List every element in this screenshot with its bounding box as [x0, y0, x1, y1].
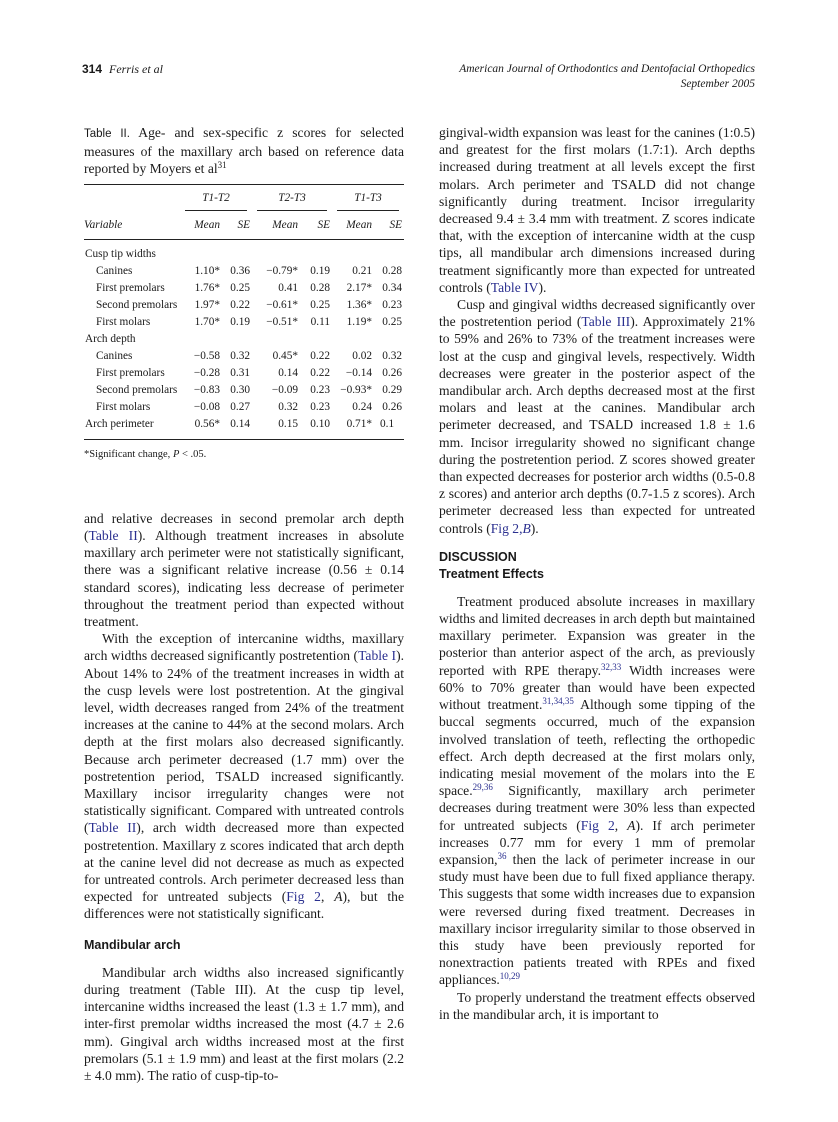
cell: 0.11 [310, 315, 330, 328]
se-header: SE [317, 218, 330, 231]
cell: −0.83 [193, 383, 220, 396]
cell: 1.76* [194, 281, 220, 294]
paragraph: gingival-width expansion was least for the canines (1:0.5) and greatest for the first molars (1.7:1). Arch depths increased during treatment at all levels except the first molars. Arch perimeter and TSALD did not change significantly during treatment. Incisor irregularity decreased 9.4 ± 3.4 mm with treatment. Z scores indicate that, with the exception of intercanine width at the cusp tips, all mandibular arch dimensions increased during treatment significantly more than expected for untreated controls (Table IV). [439, 125, 755, 295]
cell: 0.34 [382, 281, 402, 294]
cell: 0.30 [230, 383, 250, 396]
table-section-row [84, 246, 404, 263]
paragraph: With the exception of intercanine widths, maxillary arch widths decreased significantly postretention (Table I). About 14% to 24% of the treatment increases in width at the cusp levels were lost postretention. At the gingival level, width decreases ranged from 24% of the treatment increases at the canine to 44% at the second molars. Arch depth at the first molars also decreased significantly. Because arch perimeter decreased (1.7 mm) over the postretention period, TSALD increased significantly. Maxillary incisor irregularity changes were not statistically significant. Compared with untreated controls (Table II), arch width decreased more than expected postretention. Maxillary z scores indicated that arch depth at the canine level did not decrease as much as expected for untreated controls. Arch perimeter decreased less than expected for untreated subjects (Fig 2, A), but the differences were not statistically significant. [84, 631, 405, 922]
right-column [439, 124, 755, 1023]
cell: 0.45* [272, 349, 298, 362]
table-link[interactable]: Table I [358, 648, 397, 664]
cell: 0.14 [230, 417, 250, 430]
paragraph: Treatment produced absolute increases in maxillary widths and limited decreases in arch depth but maintained maxillary perimeter. Expansion was greater in the posterior than anterior aspect of the arch, as previously reported with RPE therapy.$^{32,33}$ Width increases were 60% to 70% greater than would have been expected without treatment.$^{31,34,35}$ Although some tipping of the buccal segments occurred, much of the expansion involved translation of teeth, reflecting the orthopedic effect. Arch depth decreased at the first molars only, indicating mesial movement of the molars into the E space.$^{29,36}$ Significantly, maxillary arch perimeter decreases during treatment were 30% less than expected for untreated subjects (Fig 2, A). If arch perimeter increases 0.77 mm for every 1 mm of premolar expansion,$^{36}$ then the lack of perimeter increase in our study must have been due to full fixed appliance therapy. This suggests that some width increases due to expansion were reversed during fixed treatment. Decreases in maxillary incisor irregularity similar to those observed in this study have been previously reported for nonextraction patients treated with RPEs and fixed appliances.$^{10,29}$ [439, 593, 755, 988]
cell: 0.14 [278, 366, 298, 379]
figure-link[interactable]: Fig 2 [286, 889, 321, 905]
row-label: Canines [96, 349, 133, 362]
cell: −0.51* [266, 315, 298, 328]
citation-link[interactable]: 10,29 [499, 971, 521, 982]
table-row [84, 416, 404, 433]
cell: 0.23 [310, 383, 330, 396]
cell: 0.25 [310, 298, 330, 311]
cell: 0.41 [278, 281, 298, 294]
section-heading-treatment-effects: Treatment Effects [439, 566, 544, 581]
table-column-header-row [84, 212, 404, 240]
table-section-row [84, 331, 404, 348]
table-label: Table II. [84, 128, 130, 140]
table-row [84, 297, 404, 314]
mean-header: Mean [194, 218, 220, 231]
cell: 0.23 [382, 298, 402, 311]
cell: 0.31 [230, 366, 250, 379]
cell: 0.27 [230, 400, 250, 413]
row-label: Canines [96, 264, 133, 277]
table-link[interactable]: Table II [88, 820, 137, 836]
mean-header: Mean [346, 218, 372, 231]
cell: 0.22 [310, 366, 330, 379]
row-label: First molars [96, 400, 151, 413]
cell: 0.28 [310, 281, 330, 294]
cell: 0.24 [352, 400, 372, 413]
cell: −0.14 [345, 366, 372, 379]
running-authors: Ferris et al [109, 62, 163, 76]
cell: −0.28 [193, 366, 220, 379]
cell: 0.36 [230, 264, 250, 277]
table-row [84, 399, 404, 416]
cell: 0.32 [278, 400, 298, 413]
cell: 0.26 [382, 400, 402, 413]
row-label: First molars [96, 315, 151, 328]
citation-link[interactable]: 31,34,35 [542, 696, 574, 707]
table-link[interactable]: Table IV [490, 279, 539, 295]
row-label: Second premolars [96, 298, 178, 311]
cell: 0.56* [194, 417, 220, 430]
cell: −0.09 [271, 383, 298, 396]
table-row [84, 280, 404, 297]
group-header-t1-t2: T1-T2 [185, 191, 247, 211]
cell: 0.22 [230, 298, 250, 311]
table-row [84, 263, 404, 280]
cell: 1.10* [194, 264, 220, 277]
table-row [84, 348, 404, 365]
table-link[interactable]: Table II [88, 528, 138, 544]
section-heading-discussion: DISCUSSION [439, 549, 517, 564]
group-header-t2-t3: T2-T3 [257, 191, 327, 211]
table-row [84, 382, 404, 399]
z-scores-table [84, 184, 404, 440]
cell: −0.93* [340, 383, 372, 396]
section-title: Cusp tip widths [85, 247, 156, 260]
cell: −0.61* [266, 298, 298, 311]
cell: 0.32 [230, 349, 250, 362]
row-label: First premolars [96, 281, 165, 294]
cell: 0.25 [230, 281, 250, 294]
cell: 0.23 [310, 400, 330, 413]
journal-title [459, 62, 755, 92]
cell: 2.17* [346, 281, 372, 294]
journal-issue: September 2005 [680, 78, 755, 90]
cell: 0.29 [382, 383, 402, 396]
table-group-header-row [84, 185, 404, 212]
paragraph: Cusp and gingival widths decreased significantly over the postretention period (Table III). Approximately 21% to 59% and 26% to 73% of the treatment increases were lost at the cusp and gingival levels, respectively. Width decreases were greater in the posterior aspect of the mandibular arch. Arch depths decreased most at the first molars and least at the canines. Mandibular arch perimeter decreased, and TSALD increased 1.8 ± 1.6 mm. Incisor irregularity showed no significant change during the postretention period. Z scores showed greater than expected decreases for posterior arch widths (0.5-0.8 z scores) and anterior arch depths (0.7-1.5 z scores). Arch perimeter decreased less than expected for untreated controls (Fig 2,B). [439, 297, 755, 536]
cell: 0.26 [382, 366, 402, 379]
variable-header: Variable [84, 218, 123, 231]
table-row [84, 365, 404, 382]
citation-link[interactable]: 32,33 [601, 661, 622, 672]
cell: 0.10 [310, 417, 330, 430]
cell: 0.19 [230, 315, 250, 328]
se-header: SE [389, 218, 402, 231]
cell: 0.19 [310, 264, 330, 277]
journal-name: American Journal of Orthodontics and Dentofacial Orthopedics [459, 63, 755, 75]
cell: 1.70* [194, 315, 220, 328]
running-header [82, 62, 755, 98]
table-caption-text: Age- and sex-specific z scores for selected measures of the maxillary arch based on reference data reported by Moyers et al [84, 125, 404, 177]
cell: −0.79* [266, 264, 298, 277]
cell: −0.08 [193, 400, 220, 413]
table-caption [84, 124, 404, 178]
section-title: Arch depth [85, 332, 136, 345]
se-header: SE [237, 218, 250, 231]
row-label: Arch perimeter [85, 417, 154, 430]
row-label: Second premolars [96, 383, 178, 396]
cell: 1.97* [194, 298, 220, 311]
cell: 1.19* [346, 315, 372, 328]
caption-reference: 31 [217, 160, 227, 171]
section-heading-mandibular-arch: Mandibular arch [84, 937, 181, 952]
page-number: 314 [82, 62, 103, 76]
figure-link[interactable]: Fig 2,B [490, 520, 531, 536]
cell: 0.21 [352, 264, 372, 277]
cell: 0.02 [352, 349, 372, 362]
paragraph: and relative decreases in second premolar arch depth (Table II). Although treatment increases in absolute maxillary arch perimeter were not statistically significant, there was a significant relative increase (0.56 ± 0.14 standard scores), indicating less decrease of perimeter throughout the treatment period than expected without treatment. [84, 510, 404, 630]
cell: 0.1 [380, 417, 395, 430]
left-column [84, 124, 404, 1084]
paragraph: To properly understand the treatment effects observed in the mandibular arch, it is important to [439, 989, 755, 1022]
figure-link[interactable]: Fig 2 [580, 817, 615, 833]
cell: 0.28 [382, 264, 402, 277]
cell: 0.25 [382, 315, 402, 328]
mean-header: Mean [272, 218, 298, 231]
citation-link[interactable]: 36 [497, 850, 507, 861]
table-footnote: *Significant change, P < .05. [84, 448, 207, 460]
cell: 0.71* [346, 417, 372, 430]
citation-link[interactable]: 29,36 [472, 782, 493, 793]
cell: 0.15 [278, 417, 298, 430]
cell: 1.36* [346, 298, 372, 311]
cell: −0.58 [193, 349, 220, 362]
cell: 0.32 [382, 349, 402, 362]
group-header-t1-t3: T1-T3 [337, 191, 399, 211]
table-row [84, 314, 404, 331]
cell: 0.22 [310, 349, 330, 362]
row-label: First premolars [96, 366, 165, 379]
paragraph: Mandibular arch widths also increased significantly during treatment (Table III). At the cusp tip level, intercanine widths increased the least (1.3 ± 1.7 mm), and inter-first premolar widths increased the most (4.7 ± 2.6 mm). Gingival arch widths increased most at the first premolars (5.1 ± 1.9 mm) and least at the first molars (2.2 ± 4.0 mm). The ratio of cusp-tip-to- [84, 964, 404, 1083]
table-link[interactable]: Table III [581, 314, 631, 330]
